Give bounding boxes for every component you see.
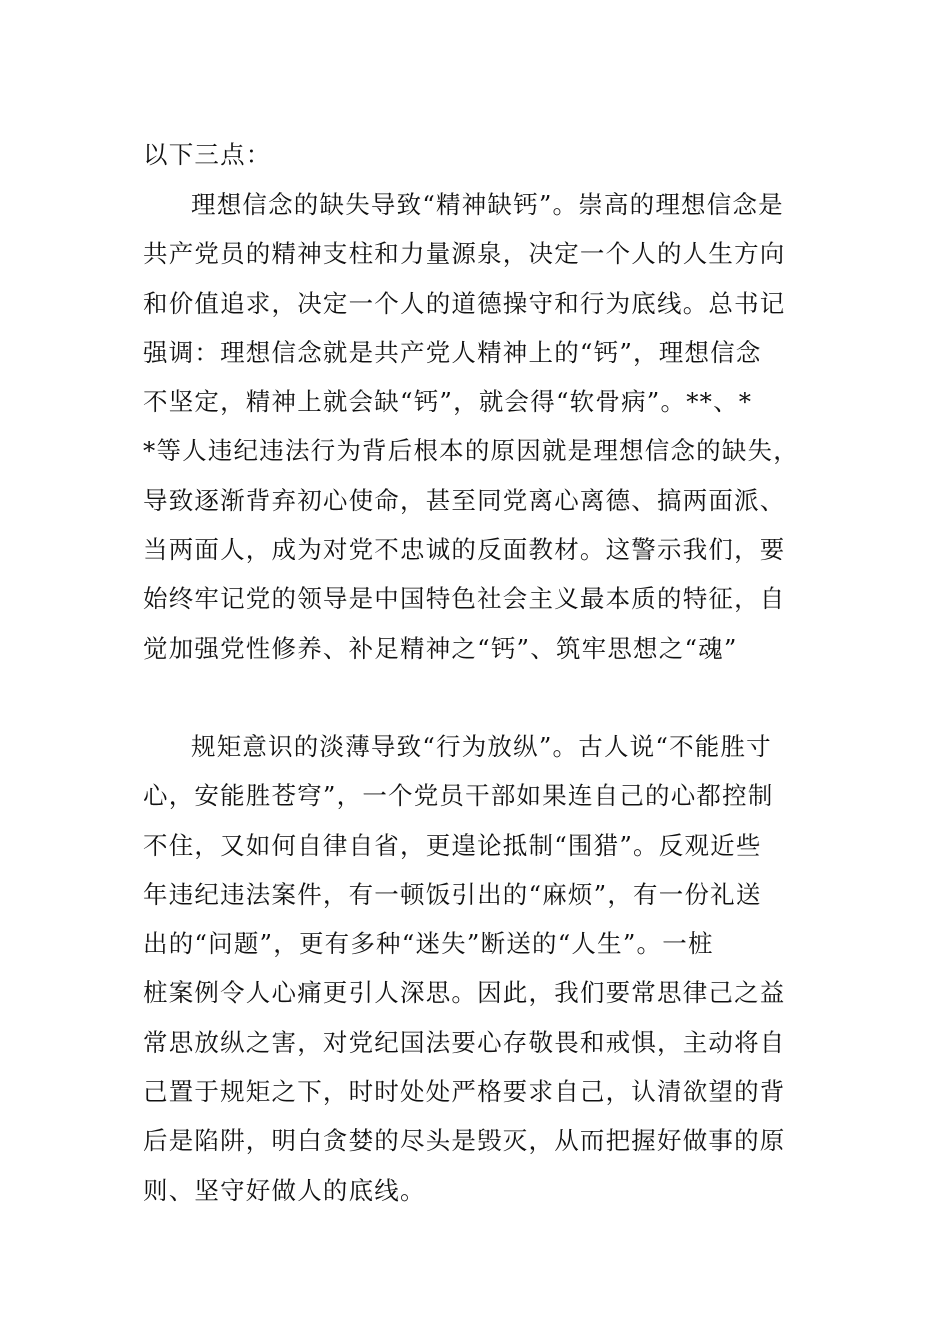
text-line: 年违纪违法案件，有一顿饭引出的“麻烦”，有一份礼送 bbox=[143, 879, 762, 909]
text-line: 桩案例令人心痛更引人深思。因此，我们要常思律己之益 bbox=[143, 978, 786, 1008]
paragraph-ideals-and-beliefs bbox=[143, 180, 811, 673]
text-line: 理想信念的缺失导致“精神缺钙”。崇高的理想信念是 bbox=[191, 190, 784, 219]
text-line: 心，安能胜苍穹”，一个党员干部如果连自己的心都控制 bbox=[143, 781, 774, 811]
text-line: 则、坚守好做人的底线。 bbox=[143, 1175, 426, 1205]
text-line: 当两面人，成为对党不忠诚的反面教材。这警示我们，要 bbox=[143, 535, 786, 565]
text-line: 常思放纵之害，对党纪国法要心存敬畏和戒惧，主动将自 bbox=[143, 1027, 786, 1057]
text-line: 觉加强党性修养、补足精神之“钙”、筑牢思想之“魂” bbox=[143, 633, 738, 663]
text-line: 规矩意识的淡薄导致“行为放纵”。古人说“不能胜寸 bbox=[191, 732, 772, 761]
text-line: 不住，又如何自律自省，更遑论抵制“围猎”。反观近些 bbox=[143, 830, 762, 860]
text-line: 和价值追求，决定一个人的道德操守和行为底线。总书记 bbox=[143, 288, 786, 318]
intro-text bbox=[143, 130, 811, 179]
text-line: 后是陷阱，明白贪婪的尽头是毁灭，从而把握好做事的原 bbox=[143, 1126, 786, 1156]
text-line: 始终牢记党的领导是中国特色社会主义最本质的特征，自 bbox=[143, 584, 786, 614]
text-line: 己置于规矩之下，时时处处严格要求自己，认清欲望的背 bbox=[143, 1077, 786, 1107]
text-line: 以下三点： bbox=[143, 140, 272, 169]
text-line: *等人违纪违法行为背后根本的原因就是理想信念的缺失， bbox=[143, 436, 799, 466]
text-line: 出的“问题”，更有多种“迷失”断送的“人生”。一桩 bbox=[143, 929, 714, 959]
text-line: 导致逐渐背弃初心使命，甚至同党离心离德、搞两面派、 bbox=[143, 485, 786, 515]
text-line: 不坚定，精神上就会缺“钙”，就会得“软骨病”。**、* bbox=[143, 387, 753, 417]
paragraph-rules-awareness bbox=[143, 722, 811, 1215]
text-line: 强调：理想信念就是共产党人精神上的“钙”，理想信念 bbox=[143, 337, 762, 367]
text-line: 共产党员的精神支柱和力量源泉，决定一个人的人生方向 bbox=[143, 239, 786, 269]
